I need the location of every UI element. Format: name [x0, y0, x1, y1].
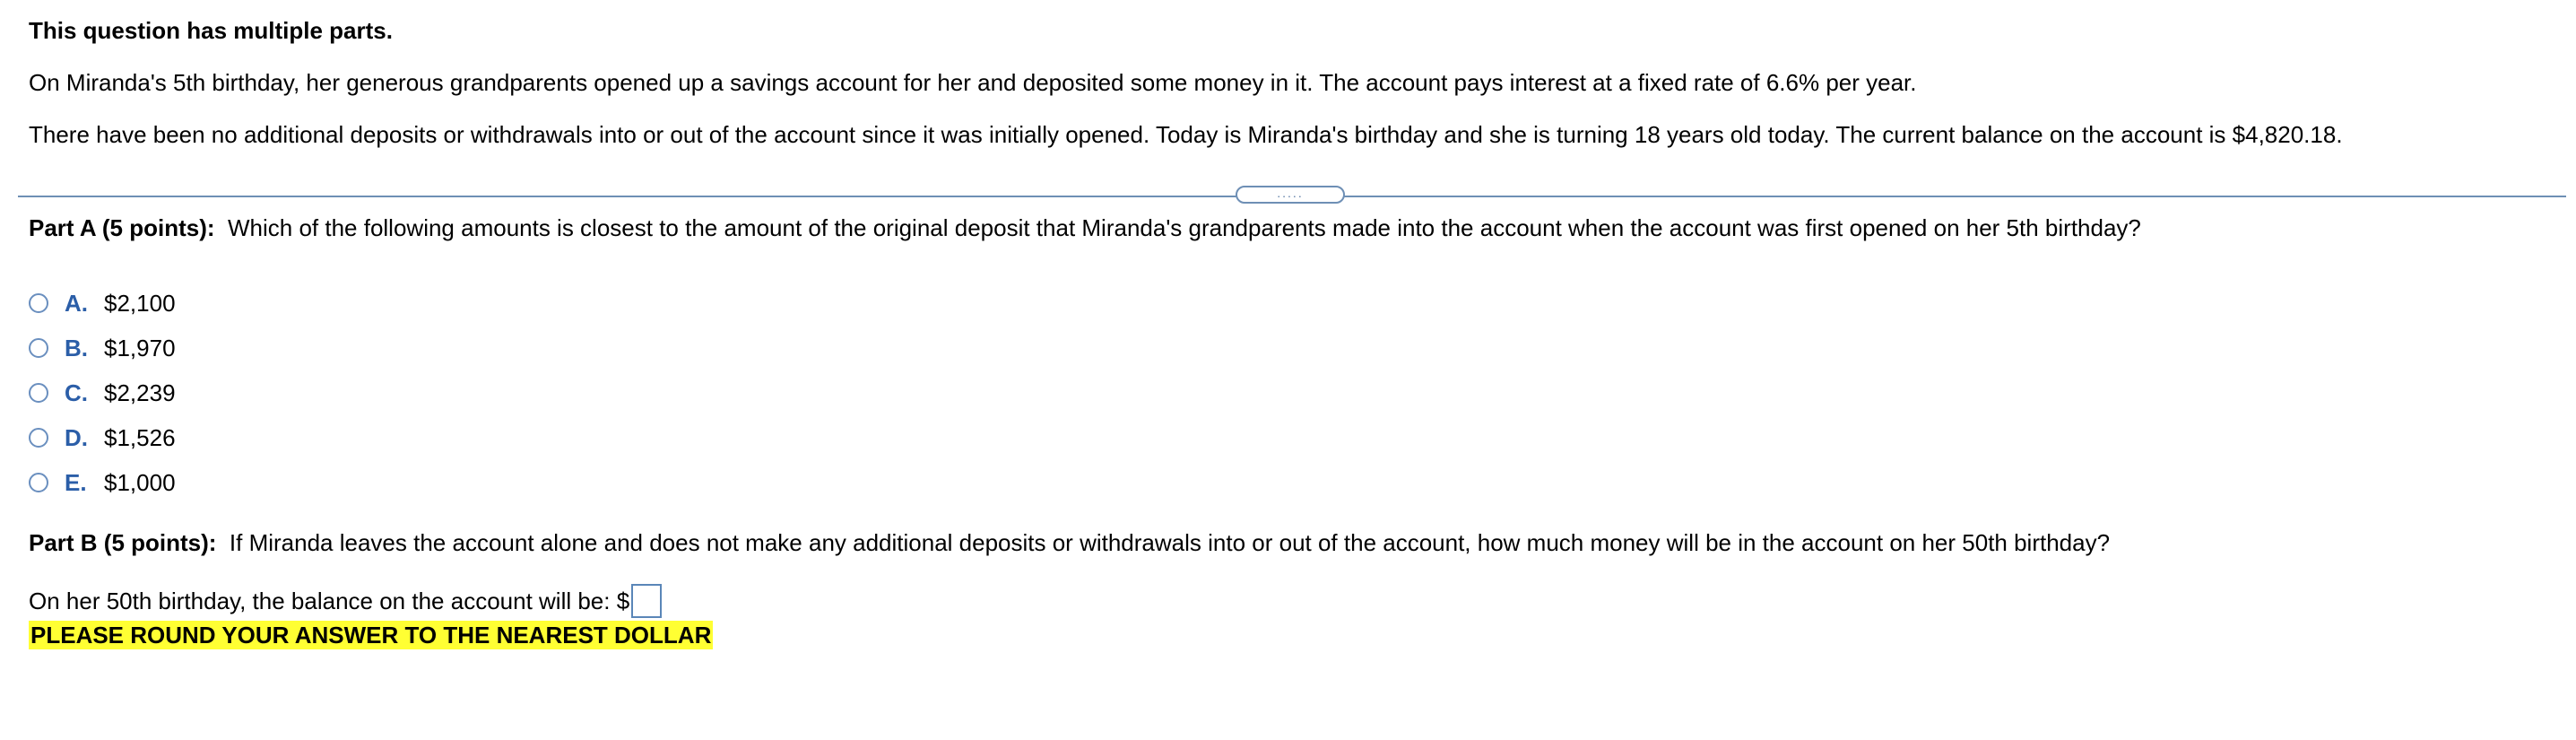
option-value: $1,000 [104, 468, 176, 496]
option-value: $2,239 [104, 379, 176, 406]
option-letter: D. [65, 423, 88, 451]
option-letter: B. [65, 334, 88, 361]
part-b-question [29, 528, 2110, 557]
part-b-label: Part B (5 points): [29, 529, 217, 556]
radio-button-icon[interactable] [29, 293, 48, 313]
option-e[interactable] [29, 460, 176, 505]
expand-collapse-button[interactable] [1236, 186, 1345, 204]
option-value: $2,100 [104, 289, 176, 317]
option-c[interactable] [29, 370, 176, 415]
question-intro-1: On Miranda's 5th birthday, her generous grandparents opened up a savings account for her and deposited some money in it. The account pays interest at a fixed rate of 6.6% per year. [29, 69, 1917, 96]
option-value: $1,970 [104, 334, 176, 361]
option-a[interactable] [29, 281, 176, 326]
part-a-question [29, 213, 2141, 242]
option-value: $1,526 [104, 423, 176, 451]
radio-button-icon[interactable] [29, 428, 48, 448]
radio-button-icon[interactable] [29, 473, 48, 492]
option-d[interactable] [29, 415, 176, 460]
radio-button-icon[interactable] [29, 338, 48, 358]
option-letter: C. [65, 379, 88, 406]
question-intro-2: There have been no additional deposits or withdrawals into or out of the account since it was initially opened. Today is Miranda's birthday and she is turning 18 years old today. The current balance on the account is $4,820.18. [29, 121, 2343, 148]
part-b-text: If Miranda leaves the account alone and does not make any additional deposits or withdrawals into or out of the account, how much money will be in the account on her 50th birthday? [229, 529, 2111, 556]
rounding-instruction: PLEASE ROUND YOUR ANSWER TO THE NEAREST DOLLAR [30, 622, 712, 649]
part-a-text: Which of the following amounts is closest to the amount of the original deposit that Miranda's grandparents made into the account when the account was first opened on her 5th birthday? [227, 214, 2141, 241]
question-heading: This question has multiple parts. [29, 17, 393, 44]
option-b[interactable] [29, 326, 176, 370]
answer-prompt: On her 50th birthday, the balance on the account will be: $ [29, 588, 630, 614]
option-letter: E. [65, 468, 87, 496]
ellipsis-icon: ..... [1277, 186, 1304, 200]
part-a-options [29, 281, 176, 505]
radio-button-icon[interactable] [29, 383, 48, 403]
answer-input[interactable] [631, 584, 662, 618]
option-letter: A. [65, 289, 88, 317]
part-b-answer-line [29, 583, 662, 619]
part-a-label: Part A (5 points): [29, 214, 215, 241]
